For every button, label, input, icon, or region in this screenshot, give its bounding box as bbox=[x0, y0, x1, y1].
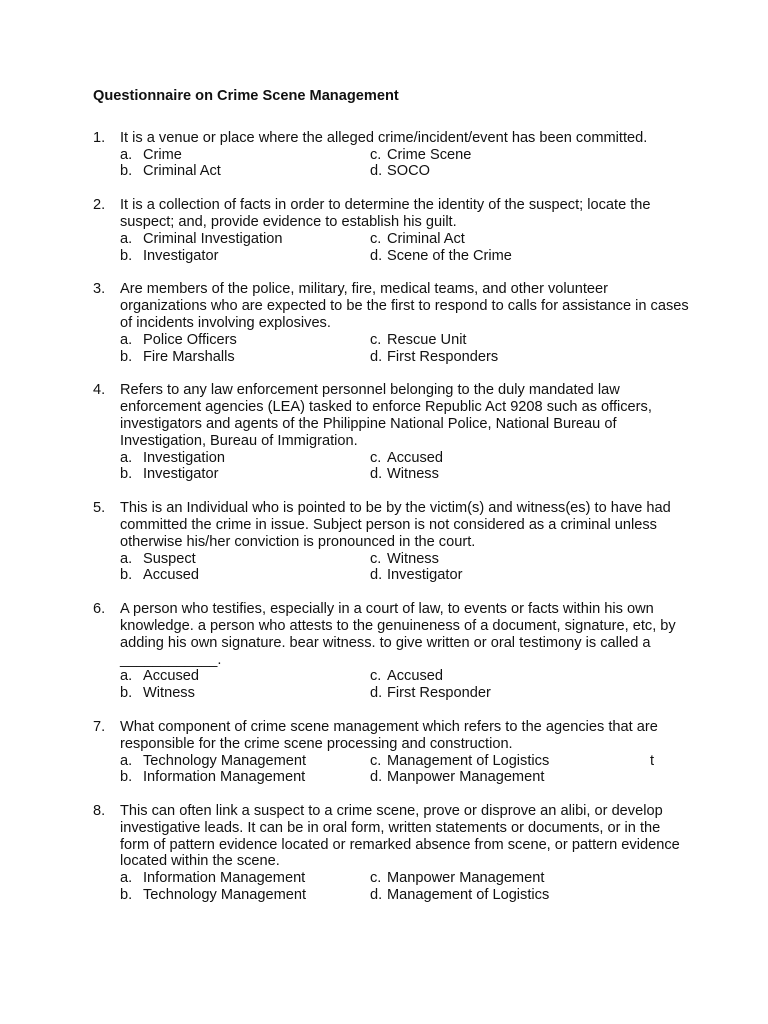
choices bbox=[120, 753, 693, 787]
question-stem: What component of crime scene management which refers to the agencies that are responsible for the crime scene processing and construction. bbox=[120, 718, 658, 752]
choice-d: d. Manpower Management bbox=[370, 769, 545, 786]
choice-c: c. Rescue Unit bbox=[370, 331, 467, 348]
question-stem: A person who testifies, especially in a court of law, to events or facts within his own knowledge. a person who attests to the genuineness of a document, signature, etc, by adding his own signature. bear witness. to give written or oral testimony is called a ____________. bbox=[120, 601, 676, 668]
choice-d: d. Management of Logistics bbox=[370, 887, 550, 904]
choice-d: d. SOCO bbox=[370, 163, 430, 180]
question-stem: Refers to any law enforcement personnel belonging to the duly mandated law enforcement agencies (LEA) tasked to enforce Republic Act 9208 such as officers, investigators and agents of the Philippine National Police, National Bureau of Investigation, Bureau of Immigration. bbox=[120, 382, 652, 449]
question-number: 2. bbox=[93, 197, 106, 214]
question-body bbox=[120, 803, 693, 904]
question-5 bbox=[93, 500, 693, 584]
question-stem: It is a venue or place where the alleged crime/incident/event has been committed. bbox=[120, 129, 648, 146]
choice-c: c. Witness bbox=[370, 550, 439, 567]
choices bbox=[120, 668, 693, 702]
question-stem: Are members of the police, military, fire, medical teams, and other volunteer organizations who are expected to be the first to respond to calls for assistance in cases of incidents involving explosives. bbox=[120, 281, 689, 331]
question-body bbox=[120, 281, 693, 365]
choices bbox=[120, 332, 693, 366]
choice-c: c. Crime Scene bbox=[370, 146, 472, 163]
choice-b: b. Accused bbox=[120, 567, 199, 584]
choice-a: a. Accused bbox=[120, 668, 199, 685]
choice-b: b. Criminal Act bbox=[120, 163, 221, 180]
question-1 bbox=[93, 130, 693, 180]
choice-d: d. Witness bbox=[370, 466, 439, 483]
choices bbox=[120, 551, 693, 585]
question-body bbox=[120, 197, 693, 264]
question-number: 7. bbox=[93, 718, 106, 735]
question-body bbox=[120, 382, 693, 483]
choice-c: c. Management of Logistics bbox=[370, 752, 550, 769]
choice-b: b. Investigator bbox=[120, 466, 219, 483]
question-number: 5. bbox=[93, 500, 106, 517]
question-7 bbox=[93, 719, 693, 786]
choice-c: c. Manpower Management bbox=[370, 870, 545, 887]
choice-a: a. Criminal Investigation bbox=[120, 230, 283, 247]
choice-b: b. Investigator bbox=[120, 247, 219, 264]
choices bbox=[120, 147, 693, 181]
choice-a: a. Information Management bbox=[120, 870, 306, 887]
document-title: Questionnaire on Crime Scene Management bbox=[93, 88, 399, 104]
choice-b: b. Technology Management bbox=[120, 887, 307, 904]
question-body bbox=[120, 719, 693, 786]
question-6 bbox=[93, 601, 693, 702]
choice-d: d. First Responders bbox=[370, 348, 499, 365]
choice-d: d. Investigator bbox=[370, 567, 463, 584]
choice-c: c. Criminal Act bbox=[370, 230, 465, 247]
question-number: 6. bbox=[93, 601, 106, 618]
choice-d: d. First Responder bbox=[370, 685, 491, 702]
choice-d: d. Scene of the Crime bbox=[370, 247, 512, 264]
question-number: 4. bbox=[93, 382, 106, 399]
choice-b: b. Witness bbox=[120, 685, 195, 702]
question-stem: This is an Individual who is pointed to be by the victim(s) and witness(es) to have had committed the crime in issue. Subject person is not considered as a criminal unless otherwise his/her conviction is pronounced in the court. bbox=[120, 500, 671, 550]
choice-a: a. Police Officers bbox=[120, 331, 237, 348]
choice-c: c. Accused bbox=[370, 668, 443, 685]
stray-mark: t bbox=[650, 752, 655, 769]
question-body bbox=[120, 500, 693, 584]
choices bbox=[120, 450, 693, 484]
question-3 bbox=[93, 281, 693, 365]
choice-a: a. Suspect bbox=[120, 550, 196, 567]
question-stem: This can often link a suspect to a crime scene, prove or disprove an alibi, or develop investigative leads. It can be in oral form, written statements or documents, or in the form of pattern evidence located or remarked absence from scene, or pattern evidence located within the scene. bbox=[120, 803, 680, 870]
question-2 bbox=[93, 197, 693, 264]
choice-a: a. Technology Management bbox=[120, 752, 307, 769]
choices bbox=[120, 870, 693, 904]
question-body bbox=[120, 130, 693, 180]
choice-a: a. Crime bbox=[120, 146, 182, 163]
question-number: 3. bbox=[93, 281, 106, 298]
question-number: 8. bbox=[93, 803, 106, 820]
question-stem: It is a collection of facts in order to determine the identity of the suspect; locate the suspect; and, provide evidence to establish his guilt. bbox=[120, 197, 651, 230]
question-number: 1. bbox=[93, 129, 106, 146]
choice-a: a. Investigation bbox=[120, 449, 225, 466]
choice-b: b. Fire Marshalls bbox=[120, 348, 235, 365]
question-body bbox=[120, 601, 693, 702]
choice-b: b. Information Management bbox=[120, 769, 306, 786]
choices bbox=[120, 231, 693, 265]
document-page bbox=[93, 88, 693, 921]
question-4 bbox=[93, 382, 693, 483]
question-8 bbox=[93, 803, 693, 904]
choice-c: c. Accused bbox=[370, 449, 443, 466]
